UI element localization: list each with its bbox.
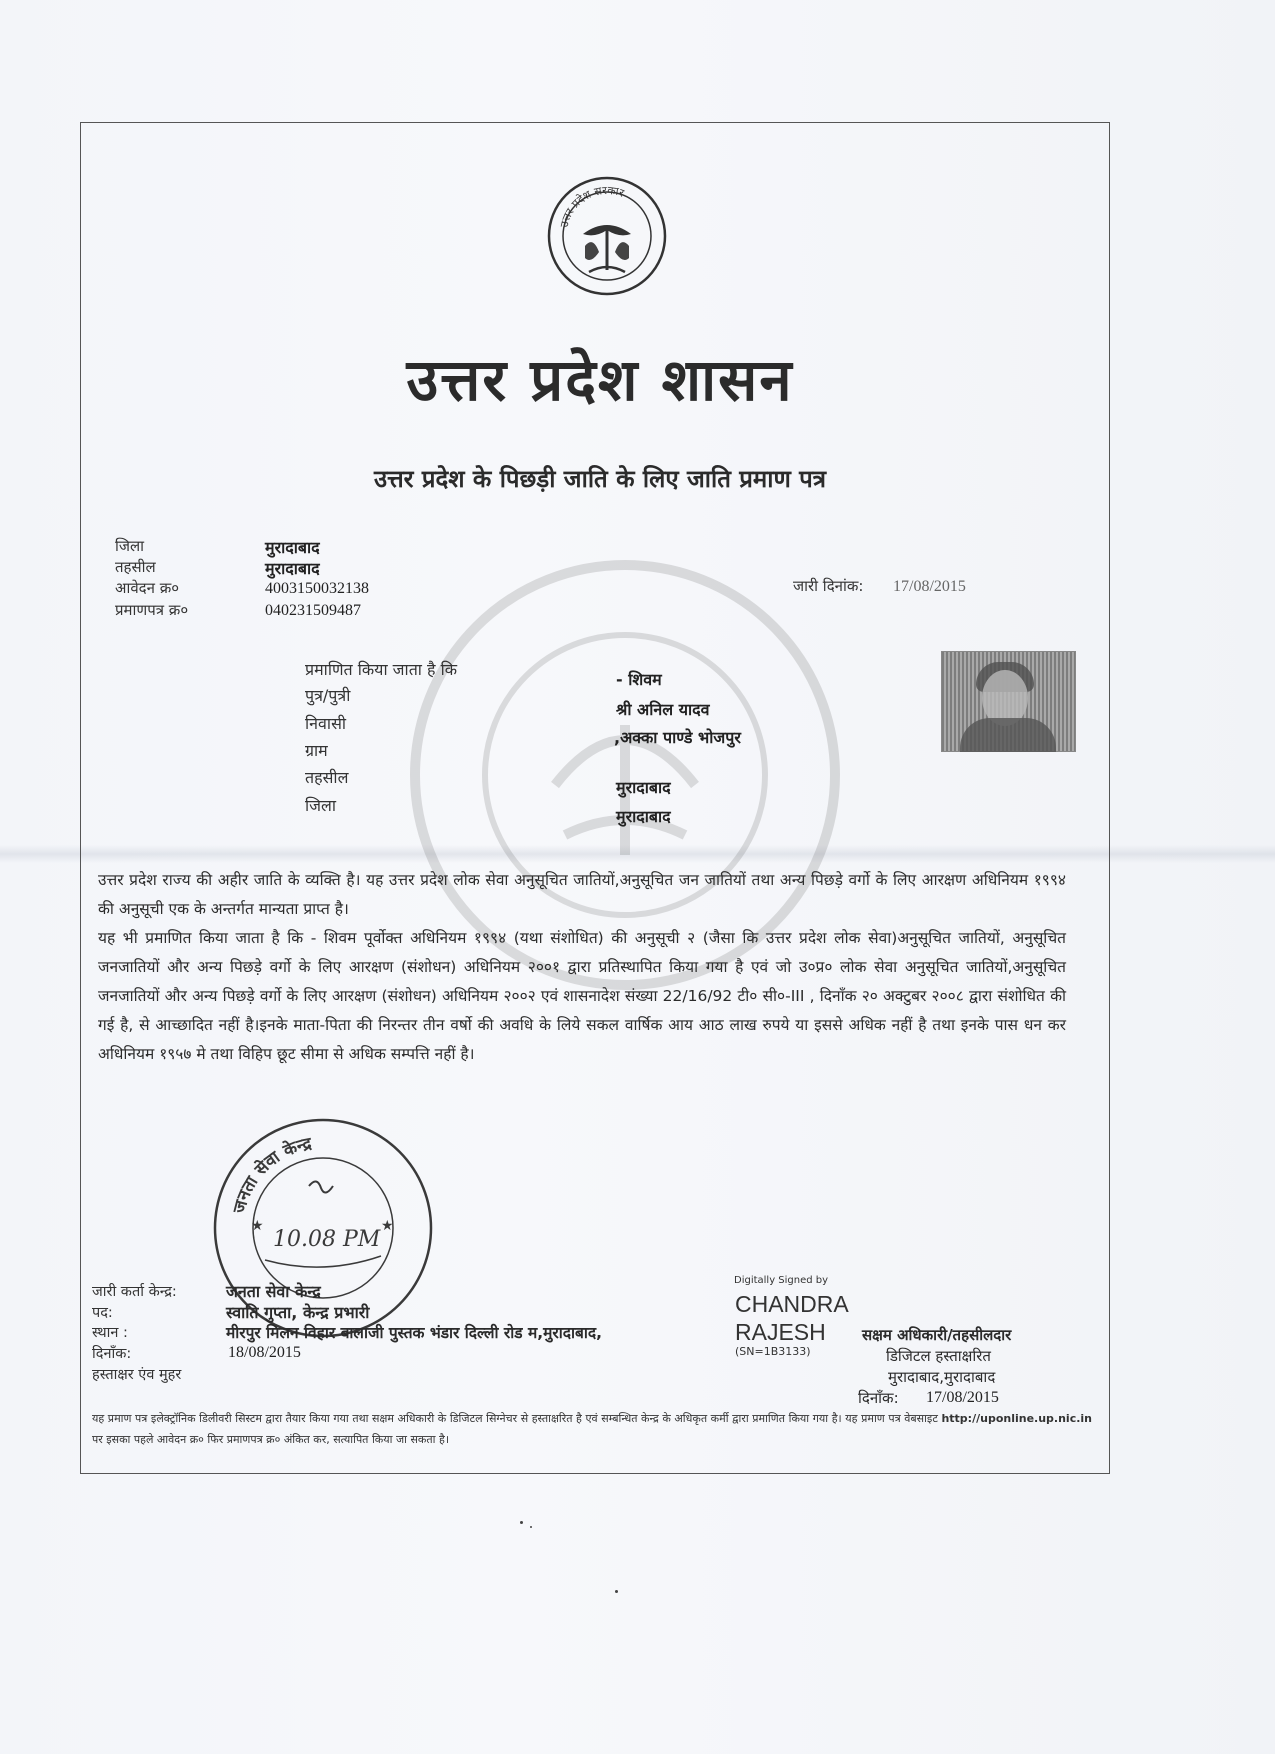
up-emblem-icon	[545, 172, 669, 304]
issuer-date-label: दिनाँक:	[92, 1346, 132, 1362]
authority-date-label: दिनाँक:	[858, 1389, 899, 1407]
svg-text:उत्तर प्रदेश सरकार	[558, 184, 627, 229]
signatory-name	[735, 1290, 849, 1346]
authority-digital: डिजिटल हस्ताक्षरित	[886, 1347, 991, 1365]
certified-label: प्रमाणित किया जाता है कि	[305, 660, 458, 679]
svg-text:★: ★	[251, 1218, 264, 1234]
footer-text-1: यह प्रमाण पत्र इलेक्ट्रॉनिक डिलीवरी सिस्टम द्वारा तैयार किया गया तथा सक्षम अधिकारी के डिजिटल सिग्नेचर से हस्ताक्षरित है एवं सम्बन्धित केन्द्र के अधिकृत कर्मी द्वारा प्रमाणित किया गया है। यह प्रमाण पत्र वेबसाइट	[92, 1412, 942, 1425]
svg-text:जनता सेवा केन्द्र	[229, 1134, 314, 1217]
certificate-subtitle: उत्तर प्रदेश के पिछड़ी जाति के लिए जाति प्रमाण पत्र	[373, 465, 827, 493]
person-tehsil-value: मुरादाबाद	[616, 778, 671, 797]
signatory-name-line1: CHANDRA	[735, 1291, 849, 1317]
emblem-text: उत्तर प्रदेश सरकार	[557, 183, 626, 229]
person-district-value: मुरादाबाद	[616, 807, 671, 826]
post-label: पद:	[92, 1305, 113, 1321]
issue-date-label: जारी दिनांक:	[793, 577, 864, 595]
scan-speck	[520, 1521, 523, 1524]
authority-location: मुरादाबाद,मुरादाबाद	[888, 1368, 996, 1386]
certificate-number: 040231509487	[265, 602, 361, 619]
stamp-handwritten-time: 10.08 PM	[273, 1227, 381, 1252]
tehsil-label: तहसील	[115, 558, 156, 576]
resident-value: ,अक्का पाण्डे भोजपुर	[614, 728, 741, 747]
digitally-signed-label: Digitally Signed by	[734, 1275, 829, 1286]
issuing-center-label: जारी कर्ता केन्द्र:	[92, 1284, 177, 1300]
application-number: 4003150032138	[265, 580, 369, 597]
place-label: स्थान :	[92, 1325, 128, 1341]
post-value: स्वाति गुप्ता, केन्द्र प्रभारी	[226, 1303, 370, 1322]
certificate-no-label: प्रमाणपत्र क्र०	[115, 601, 189, 619]
authority-title: सक्षम अधिकारी/तहसीलदार	[862, 1326, 1012, 1344]
signature-serial: (SN=1B3133)	[735, 1345, 811, 1358]
body-paragraph-2: यह भी प्रमाणित किया जाता है कि - शिवम पूर्वोक्त अधिनियम १९९४ (यथा संशोधित) की अनुसूची २ (जैसा कि उत्तर प्रदेश लोक सेवा)अनुसूचित जातियों, अनुसूचित जनजातियों और अन्य पिछड़े वर्गो के लिए आरक्षण (संशोधन) अधिनियम २००१ द्वारा प्रतिस्थापित किया गया है एवं जो उ०प्र० लोक सेवा अनुसूचित जातियों,अनुसूचित जनजातियों और अन्य पिछड़े वर्गो के लिए आरक्षण (संशोधन) अधिनियम २००२ एवं शासनादेश संख्या 22/16/92 टी० सी०-III , दिनाँक २० अक्टुबर २००८ द्वारा संशोधित की गई है, से आच्छादित नहीं है।इनके माता-पिता की निरन्तर तीन वर्षो की अवधि के लिये सकल वार्षिक आय आठ लाख रुपये या इससे अधिक नहीं है तथा इनके पास धन कर अधिनियम १९५७ मे तथा विहिप छूट सीमा से अधिक सम्पत्ति नहीं है।	[98, 929, 1066, 1063]
sign-seal-label: हस्ताक्षर एंव मुहर	[92, 1367, 182, 1383]
issuing-center: जनता सेवा केन्द्र	[226, 1282, 321, 1301]
person-district-label: जिला	[305, 796, 337, 815]
stamp-ring-text: जनता सेवा केन्द्र	[229, 1133, 314, 1216]
tehsil-value: मुरादाबाद	[265, 559, 320, 578]
scan-speck	[615, 1590, 618, 1593]
body-paragraph-1: उत्तर प्रदेश राज्य की अहीर जाति के व्यक्ति है। यह उत्तर प्रदेश लोक सेवा अनुसूचित जातियों,अनुसूचित जन जातियों तथा अन्य पिछड़े वर्गो के लिए आरक्षण अधिनियम १९९४ की अनुसूची एक के अन्तर्गत मान्यता प्राप्त है।	[98, 871, 1066, 918]
person-name: - शिवम	[616, 670, 662, 689]
resident-label: निवासी	[305, 714, 347, 733]
page-title: उत्तर प्रदेश शासन	[406, 346, 794, 414]
verification-url: http://uponline.up.nic.in	[941, 1412, 1092, 1425]
application-label: आवेदन क्र०	[115, 579, 180, 597]
scan-speck	[530, 1526, 532, 1528]
signatory-name-line2: RAJESH	[735, 1319, 826, 1345]
district-value: मुरादाबाद	[265, 538, 320, 557]
issuer-date: 18/08/2015	[228, 1344, 301, 1361]
issue-date: 17/08/2015	[893, 578, 966, 595]
district-label: जिला	[115, 537, 145, 555]
child-of-label: पुत्र/पुत्री	[305, 686, 351, 705]
village-label: ग्राम	[305, 741, 328, 760]
authority-date: 17/08/2015	[926, 1389, 999, 1406]
person-tehsil-label: तहसील	[305, 768, 349, 787]
parent-name: श्री अनिल यादव	[616, 700, 710, 719]
certificate-body	[98, 866, 1066, 1069]
applicant-photo	[941, 651, 1076, 752]
place-value: मीरपुर मिलन विहार बालाजी पुस्तक भंडार दिल्ली रोड म,मुरादाबाद,	[226, 1324, 602, 1342]
svg-text:★: ★	[381, 1218, 394, 1234]
verification-note	[92, 1408, 1092, 1450]
footer-text-2: पर इसका पहले आवेदन क्र० फिर प्रमाणपत्र क्र० अंकित कर, सत्यापित किया जा सकता है।	[92, 1433, 449, 1446]
